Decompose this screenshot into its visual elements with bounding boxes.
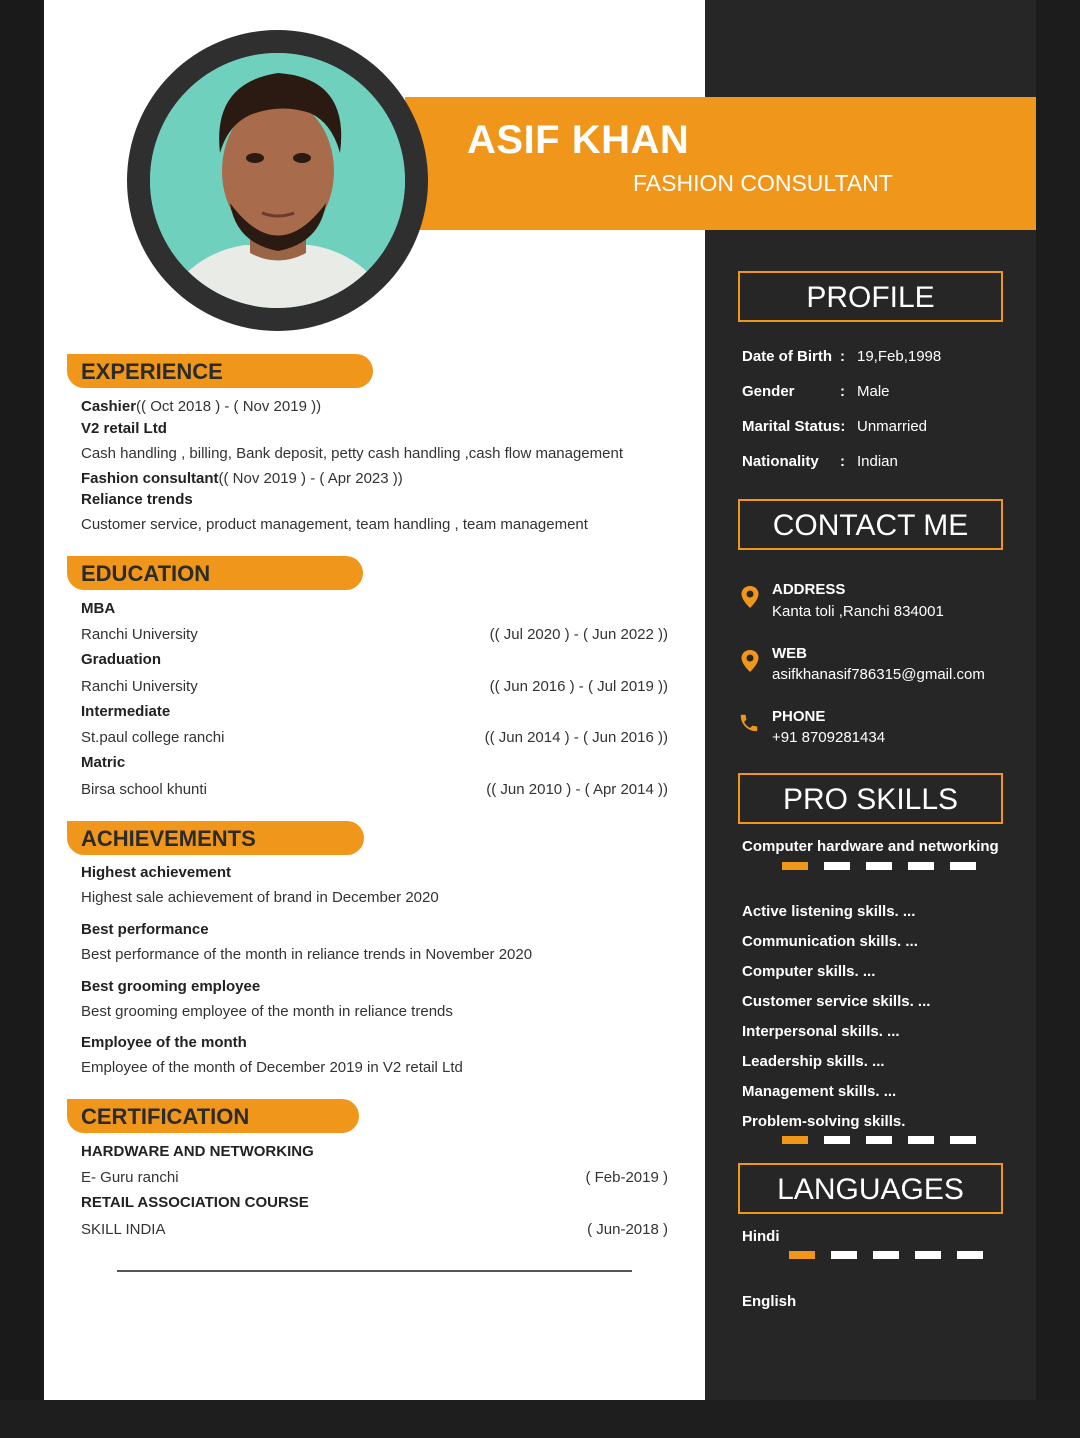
language-name: Hindi: [742, 1228, 780, 1245]
level-segment-empty: [866, 1136, 892, 1144]
contact-label-phone: PHONE: [772, 708, 826, 725]
level-segment-empty: [873, 1251, 899, 1259]
education-period: (( Jun 2014 ) - ( Jun 2016 )): [484, 729, 668, 746]
job-description: Customer service, product management, team handling , team management: [81, 516, 588, 533]
contact-label-web: WEB: [772, 645, 807, 662]
education-degree: Intermediate: [81, 703, 171, 720]
level-segment-empty: [950, 862, 976, 870]
skill-item: Computer skills. ...: [742, 963, 876, 980]
profile-heading: PROFILE: [738, 271, 1003, 322]
skill-item: Interpersonal skills. ...: [742, 1023, 900, 1040]
phone-icon: [738, 712, 760, 734]
page-frame-bottom: [0, 1400, 1080, 1438]
education-period: (( Jun 2016 ) - ( Jul 2019 )): [489, 678, 668, 695]
skill-item: Problem-solving skills.: [742, 1113, 906, 1130]
candidate-title: FASHION CONSULTANT: [633, 170, 893, 196]
avatar-photo: [150, 53, 405, 308]
level-segment-filled: [782, 862, 808, 870]
profile-value: Unmarried: [857, 418, 928, 435]
level-segment-empty: [824, 1136, 850, 1144]
profile-value: Male: [857, 383, 890, 400]
level-segment-empty: [831, 1251, 857, 1259]
job-period: (( Oct 2018 ) - ( Nov 2019 )): [136, 398, 322, 415]
candidate-name: ASIF KHAN: [467, 118, 690, 162]
achievement-title: Best grooming employee: [81, 978, 261, 995]
skills-heading: PRO SKILLS: [738, 773, 1003, 824]
contact-label-address: ADDRESS: [772, 581, 846, 598]
education-degree: Matric: [81, 754, 126, 771]
achievement-title: Best performance: [81, 921, 209, 938]
certification-issuer: SKILL INDIA: [81, 1221, 166, 1238]
language-name: English: [742, 1293, 797, 1310]
achievements-heading: ACHIEVEMENTS: [67, 821, 364, 855]
certification-heading: CERTIFICATION: [67, 1099, 359, 1133]
certification-issuer: E- Guru ranchi: [81, 1169, 179, 1186]
certification-date: ( Jun-2018 ): [587, 1221, 668, 1238]
achievement-text: Best performance of the month in reliance trends in November 2020: [81, 946, 533, 963]
location-pin-icon: [740, 649, 760, 673]
experience-heading: EXPERIENCE: [67, 354, 373, 388]
job-company: Reliance trends: [81, 491, 193, 508]
education-degree: MBA: [81, 600, 116, 617]
experience-job-2-title: [81, 470, 403, 487]
contact-heading: CONTACT ME: [738, 499, 1003, 550]
level-segment-empty: [824, 862, 850, 870]
skill-primary-name: Computer hardware and networking: [742, 838, 999, 855]
job-role: Cashier: [81, 398, 137, 415]
level-segment-filled: [789, 1251, 815, 1259]
profile-label: Date of Birth: [742, 348, 832, 365]
profile-label: Nationality: [742, 453, 819, 470]
level-segment-empty: [866, 862, 892, 870]
skill-item: Leadership skills. ...: [742, 1053, 885, 1070]
skill-item: Active listening skills. ...: [742, 903, 916, 920]
profile-value: 19,Feb,1998: [857, 348, 942, 365]
job-period: (( Nov 2019 ) - ( Apr 2023 )): [218, 470, 403, 487]
contact-address: Kanta toli ,Ranchi 834001: [772, 603, 944, 620]
job-company: V2 retail Ltd: [81, 420, 167, 437]
skill-item: Management skills. ...: [742, 1083, 897, 1100]
level-segment-empty: [957, 1251, 983, 1259]
profile-label: Marital Status:: [742, 418, 846, 435]
level-segment-filled: [782, 1136, 808, 1144]
certification-title: RETAIL ASSOCIATION COURSE: [81, 1194, 309, 1211]
page-frame-right: [1036, 0, 1080, 1438]
achievement-title: Employee of the month: [81, 1034, 247, 1051]
certification-date: ( Feb-2019 ): [585, 1169, 668, 1186]
education-heading: EDUCATION: [67, 556, 363, 590]
skill-item: Customer service skills. ...: [742, 993, 931, 1010]
experience-job-1-title: [81, 398, 321, 415]
level-segment-empty: [915, 1251, 941, 1259]
page-frame-left: [0, 0, 44, 1438]
education-period: (( Jun 2010 ) - ( Apr 2014 )): [486, 781, 668, 798]
profile-label: Gender: [742, 383, 795, 400]
avatar: [150, 53, 405, 308]
achievement-text: Highest sale achievement of brand in December 2020: [81, 889, 439, 906]
education-school: Ranchi University: [81, 678, 198, 695]
education-period: (( Jul 2020 ) - ( Jun 2022 )): [489, 626, 668, 643]
achievement-text: Employee of the month of December 2019 in V2 retail Ltd: [81, 1059, 463, 1076]
education-school: St.paul college ranchi: [81, 729, 225, 746]
achievement-title: Highest achievement: [81, 864, 232, 881]
contact-phone[interactable]: +91 8709281434: [772, 729, 886, 746]
contact-web[interactable]: asifkhanasif786315@gmail.com: [772, 666, 985, 683]
education-degree: Graduation: [81, 651, 162, 668]
job-description: Cash handling , billing, Bank deposit, petty cash handling ,cash flow management: [81, 445, 623, 462]
education-school: Ranchi University: [81, 626, 198, 643]
header-banner: [405, 97, 1036, 230]
education-school: Birsa school khunti: [81, 781, 207, 798]
profile-separator: :: [840, 453, 845, 470]
profile-value: Indian: [857, 453, 898, 470]
level-segment-empty: [908, 1136, 934, 1144]
skill-item: Communication skills. ...: [742, 933, 918, 950]
profile-separator: :: [840, 348, 845, 365]
level-segment-empty: [950, 1136, 976, 1144]
profile-separator: :: [840, 383, 845, 400]
job-role: Fashion consultant: [81, 470, 219, 487]
achievement-text: Best grooming employee of the month in reliance trends: [81, 1003, 453, 1020]
level-segment-empty: [908, 862, 934, 870]
languages-heading: LANGUAGES: [738, 1163, 1003, 1214]
location-pin-icon: [740, 585, 760, 609]
footer-divider: [117, 1270, 632, 1272]
certification-title: HARDWARE AND NETWORKING: [81, 1143, 314, 1160]
